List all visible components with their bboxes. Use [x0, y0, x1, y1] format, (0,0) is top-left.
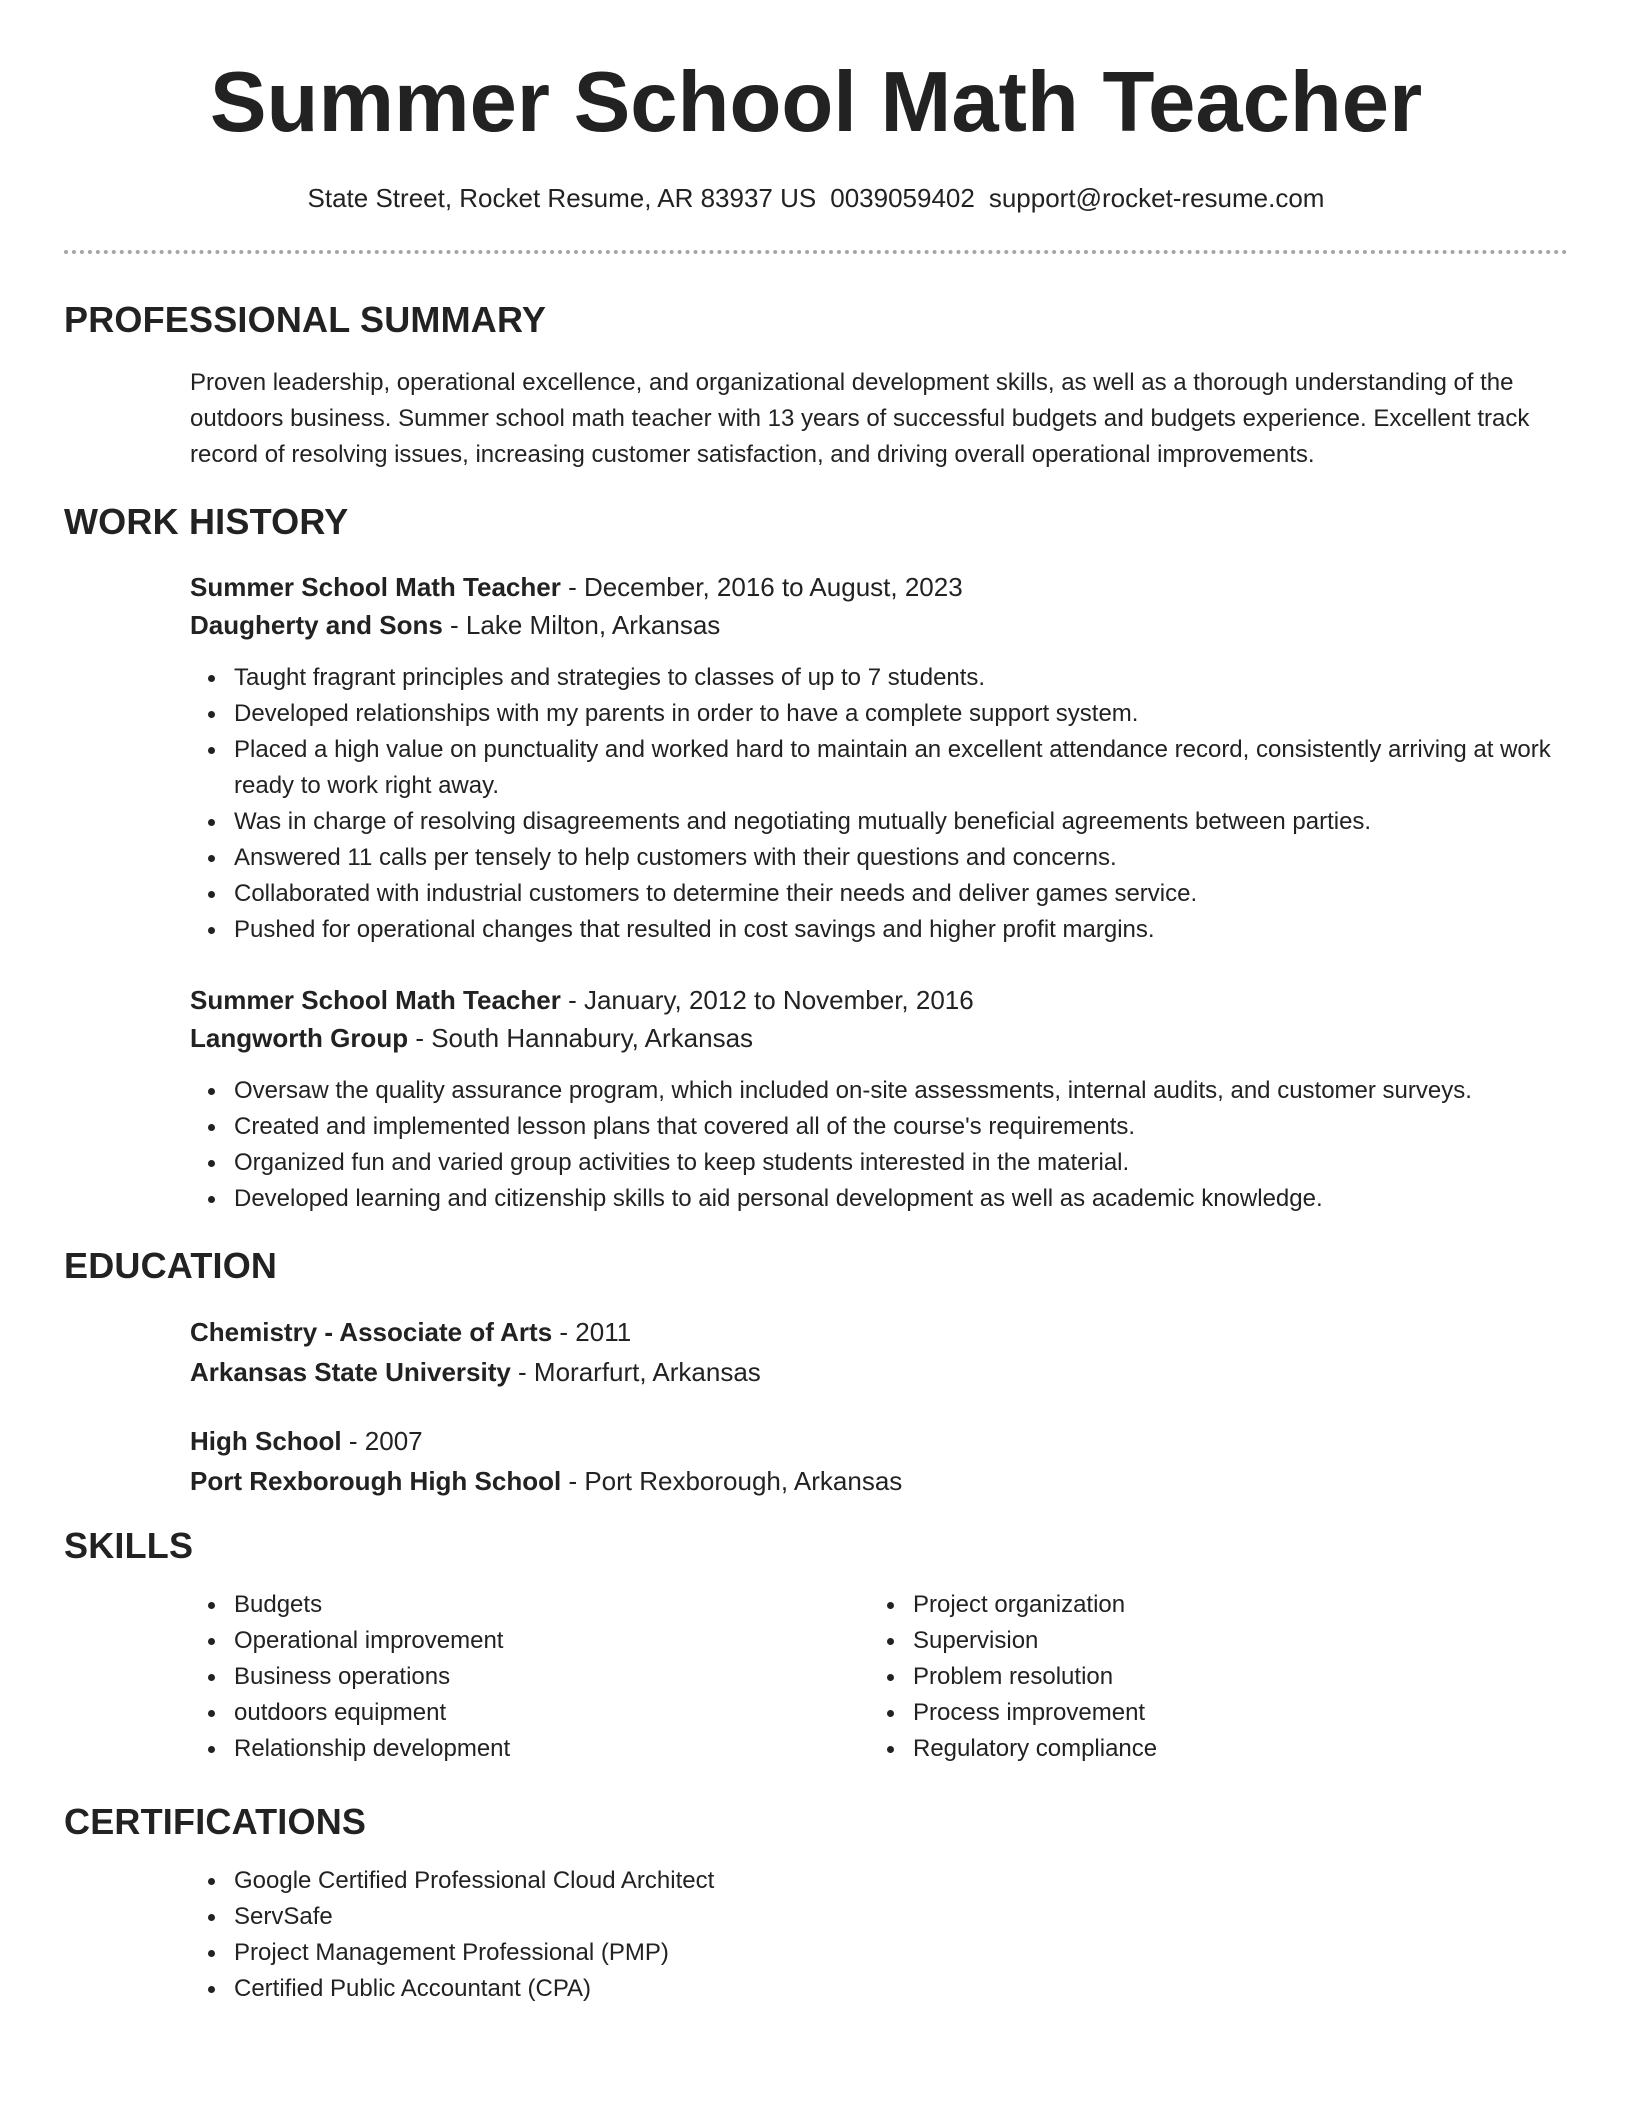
list-item: Taught fragrant principles and strategies to classes of up to 7 students. — [190, 660, 1580, 696]
degree-line — [190, 1421, 1580, 1461]
job-duties-list — [190, 1073, 1580, 1217]
school-location: - Morarfurt, Arkansas — [510, 1357, 761, 1387]
list-item: Was in charge of resolving disagreements and negotiating mutually beneficial agreements between parties. — [190, 804, 1580, 840]
job-role: Summer School Math Teacher — [190, 572, 561, 602]
certifications-block — [190, 1863, 1580, 2007]
job-dates: - January, 2012 to November, 2016 — [560, 985, 974, 1015]
skill-item: Business operations — [190, 1659, 790, 1695]
list-item: Developed learning and citizenship skills to aid personal development as well as academic knowledge. — [190, 1181, 1580, 1217]
skills-list — [869, 1587, 1469, 1767]
job-company: Daugherty and Sons — [190, 610, 443, 640]
skills-list — [190, 1587, 790, 1767]
job-location: - Lake Milton, Arkansas — [442, 610, 721, 640]
certification-item: Google Certified Professional Cloud Architect — [190, 1863, 1580, 1899]
skill-item: Budgets — [190, 1587, 790, 1623]
summary-text: Proven leadership, operational excellence, and organizational development skills, as well as a thorough understanding of the outdoors business. Summer school math teacher with 13 years of successful budgets and budgets experience. Excellent track record of resolving issues, increasing customer satisfaction, and driving overall operational improvements. — [190, 369, 1530, 468]
skills-column-right — [869, 1587, 1469, 1767]
school-name: Port Rexborough High School — [190, 1466, 562, 1496]
school-line — [190, 1352, 1580, 1392]
job-dates: - December, 2016 to August, 2023 — [560, 572, 963, 602]
skills-column-left — [190, 1587, 790, 1767]
job-entry — [190, 981, 1580, 1217]
list-item: Collaborated with industrial customers to determine their needs and deliver games service. — [190, 876, 1580, 912]
list-item: Developed relationships with my parents in order to have a complete support system. — [190, 696, 1580, 732]
certification-item: Certified Public Accountant (CPA) — [190, 1971, 1580, 2007]
job-title-line — [190, 981, 1580, 1019]
contact-line — [0, 181, 1632, 215]
list-item: Answered 11 calls per tensely to help customers with their questions and concerns. — [190, 840, 1580, 876]
job-company-line — [190, 606, 1580, 644]
job-role: Summer School Math Teacher — [190, 985, 561, 1015]
degree-name: Chemistry - Associate of Arts — [190, 1317, 553, 1347]
job-duties-list — [190, 660, 1580, 948]
skill-item: Problem resolution — [869, 1659, 1469, 1695]
education-heading: EDUCATION — [64, 1245, 278, 1286]
certifications-list — [190, 1863, 1580, 2007]
job-company: Langworth Group — [190, 1023, 409, 1053]
degree-line — [190, 1312, 1580, 1352]
degree-year: - 2011 — [552, 1317, 632, 1347]
skills-heading: SKILLS — [64, 1525, 194, 1566]
skill-item: Process improvement — [869, 1695, 1469, 1731]
certification-item: ServSafe — [190, 1899, 1580, 1935]
list-item: Organized fun and varied group activities to keep students interested in the material. — [190, 1145, 1580, 1181]
certification-item: Project Management Professional (PMP) — [190, 1935, 1580, 1971]
skill-item: Project organization — [869, 1587, 1469, 1623]
certifications-heading: CERTIFICATIONS — [64, 1801, 367, 1842]
contact-address: State Street, Rocket Resume, AR 83937 US — [307, 183, 817, 213]
school-location: - Port Rexborough, Arkansas — [561, 1466, 903, 1496]
list-item: Created and implemented lesson plans that covered all of the course's requirements. — [190, 1109, 1580, 1145]
degree-year: - 2007 — [341, 1426, 423, 1456]
job-entry — [190, 568, 1580, 948]
education-entry — [190, 1421, 1580, 1501]
education-entry — [190, 1312, 1580, 1392]
job-location: - South Hannabury, Arkansas — [408, 1023, 754, 1053]
skill-item: Regulatory compliance — [869, 1731, 1469, 1767]
skill-item: outdoors equipment — [190, 1695, 790, 1731]
candidate-name: Summer School Math Teacher — [209, 55, 1423, 150]
work-history-heading: WORK HISTORY — [64, 501, 349, 542]
list-item: Pushed for operational changes that resulted in cost savings and higher profit margins. — [190, 912, 1580, 948]
job-company-line — [190, 1019, 1580, 1057]
summary-heading: PROFESSIONAL SUMMARY — [64, 299, 547, 340]
school-line — [190, 1461, 1580, 1501]
list-item: Placed a high value on punctuality and worked hard to maintain an excellent attendance record, consistently arriving at work ready to work right away. — [190, 732, 1580, 804]
skill-item: Operational improvement — [190, 1623, 790, 1659]
contact-email: support@rocket-resume.com — [988, 183, 1325, 213]
school-name: Arkansas State University — [190, 1357, 511, 1387]
skill-item: Supervision — [869, 1623, 1469, 1659]
skill-item: Relationship development — [190, 1731, 790, 1767]
degree-name: High School — [190, 1426, 342, 1456]
contact-phone: 0039059402 — [830, 183, 975, 213]
list-item: Oversaw the quality assurance program, which included on-site assessments, internal audits, and customer surveys. — [190, 1073, 1580, 1109]
header-divider — [64, 250, 1568, 254]
job-title-line — [190, 568, 1580, 606]
